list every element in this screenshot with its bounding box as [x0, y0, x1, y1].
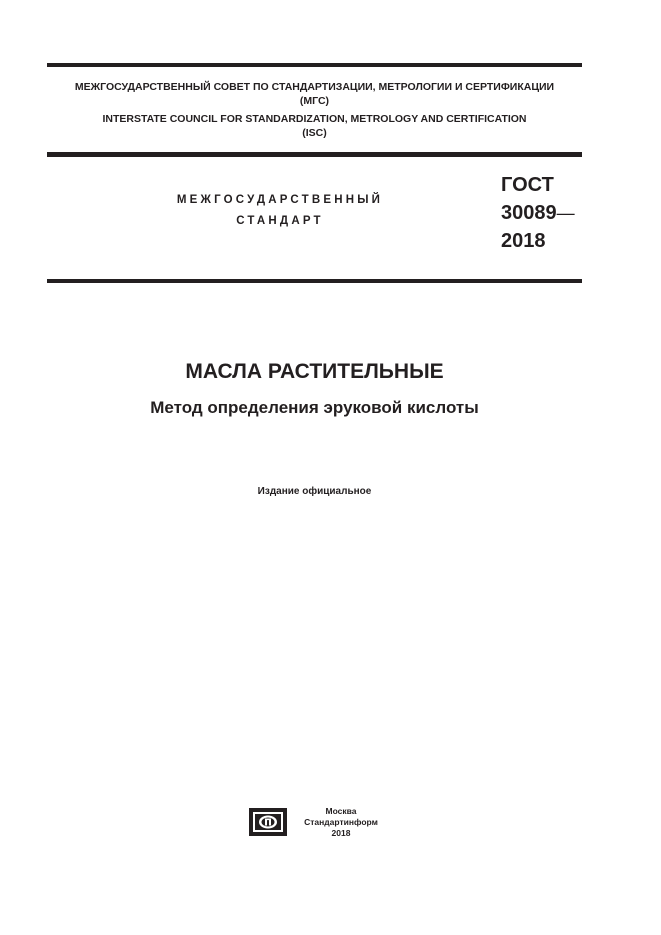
council-abbr-en: (ISC)	[302, 127, 327, 139]
top-rule	[47, 63, 582, 67]
designation-year: 2018	[501, 230, 546, 252]
council-name-ru-line: МЕЖГОСУДАРСТВЕННЫЙ СОВЕТ ПО СТАНДАРТИЗАЦИИ, МЕТРОЛОГИИ И СЕРТИФИКАЦИИ	[74, 81, 555, 93]
standard-designation	[501, 171, 575, 255]
header-rule	[47, 152, 582, 157]
publisher-name: Стандартинформ	[304, 817, 378, 827]
designation-prefix: ГОСТ	[501, 174, 554, 196]
designation-number-line	[501, 199, 575, 227]
standard-kind-line1: МЕЖГОСУДАРСТВЕННЫЙ	[176, 194, 384, 206]
standartinform-logo-icon	[249, 808, 287, 836]
document-title: МАСЛА РАСТИТЕЛЬНЫЕ	[185, 360, 444, 383]
document-subtitle: Метод определения эруковой кислоты	[150, 398, 479, 417]
designation-dash: —	[556, 203, 575, 223]
publisher-year: 2018	[331, 828, 351, 838]
standard-kind	[120, 190, 440, 232]
council-name-en	[47, 112, 582, 140]
logo-graphic	[249, 808, 287, 836]
designation-number: 30089	[501, 202, 557, 224]
council-abbr-ru: (МГС)	[299, 95, 330, 107]
council-name-ru	[47, 80, 582, 108]
publisher-imprint	[296, 806, 386, 839]
standard-kind-line2: СТАНДАРТ	[236, 215, 324, 227]
designation-rule	[47, 279, 582, 283]
publisher-city: Москва	[325, 806, 357, 816]
council-name-en-line: INTERSTATE COUNCIL FOR STANDARDIZATION, METROLOGY AND CERTIFICATION	[102, 113, 527, 125]
edition-note: Издание официальное	[257, 486, 372, 497]
